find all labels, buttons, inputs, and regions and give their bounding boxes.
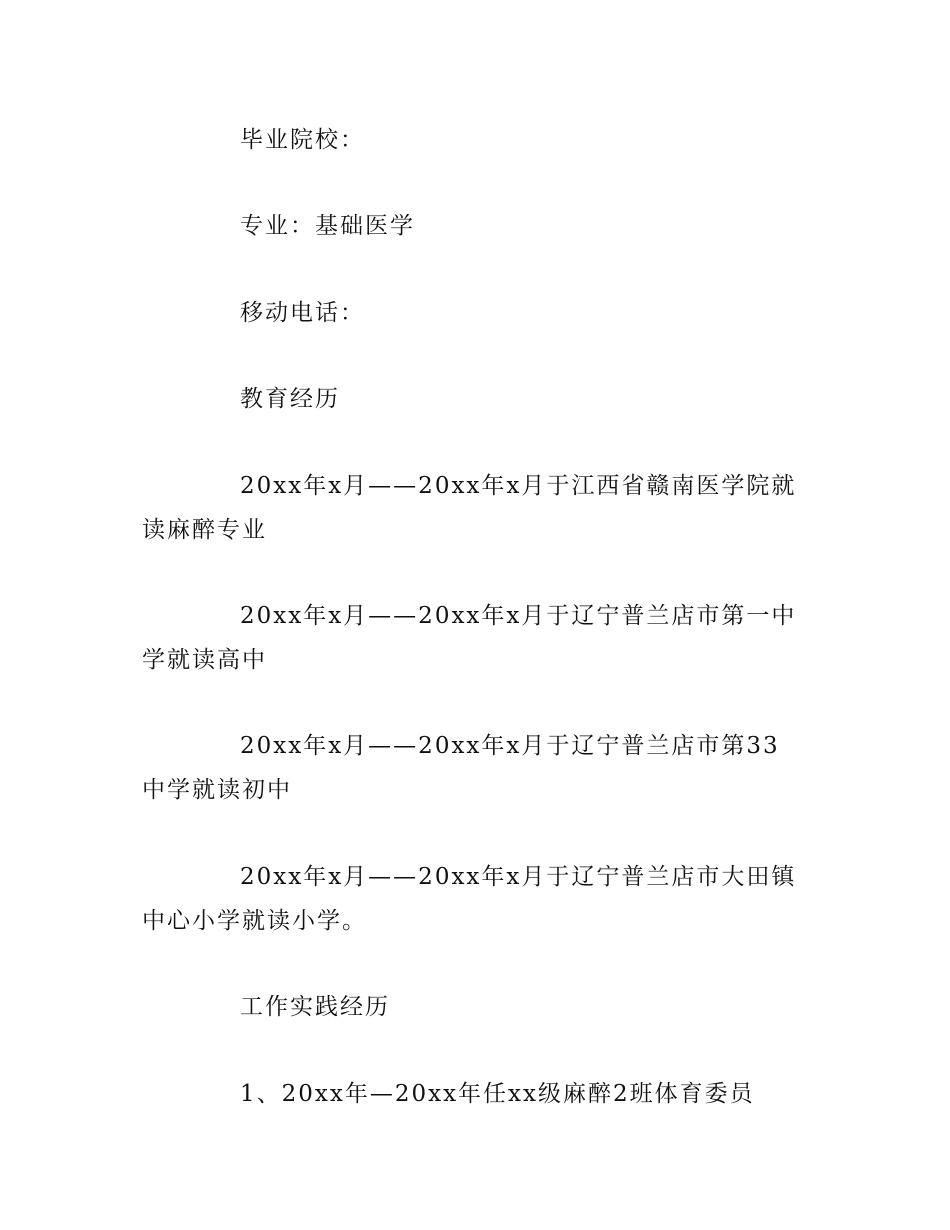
graduation-school-line: 毕业院校： (240, 127, 365, 153)
work-experience-heading: 工作实践经历 (240, 994, 390, 1020)
education-item-university: 20xx年x月——20xx年x月于江西省赣南医学院就读麻醉专业 (142, 473, 797, 543)
education-heading: 教育经历 (240, 386, 340, 412)
work-experience-item: 1、20xx年—20xx年任xx级麻醉2班体育委员 (240, 1081, 755, 1107)
education-item-primary-school: 20xx年x月——20xx年x月于辽宁普兰店市大田镇中心小学就读小学。 (142, 864, 797, 934)
major-line: 专业：基础医学 (240, 213, 415, 239)
education-item-high-school: 20xx年x月——20xx年x月于辽宁普兰店市第一中学就读高中 (142, 603, 797, 673)
mobile-phone-line: 移动电话： (240, 300, 365, 326)
education-item-middle-school: 20xx年x月——20xx年x月于辽宁普兰店市第33中学就读初中 (142, 733, 780, 803)
